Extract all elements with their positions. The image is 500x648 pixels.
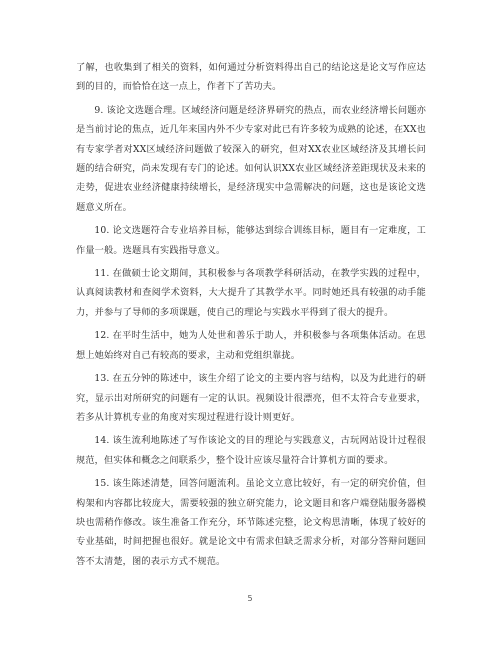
paragraph-9: 9. 该论文选题合理。区域经济问题是经济界研究的热点，而农业经济增长问题亦是当前讨论的焦点，近几年来国内外不少专家对此已有许多较为成熟的论述，在XX也有专家学者对XX区域经济问题做了较深入的研究，但对XX农业区域经济及其增长问题的结合研究，尚未发现有专门的论述。如何认识XX农业区域经济差距现状及未来的走势，促进农业经济健康持续增长，是经济现实中急需解决的问题，这也是该论文选题意义所在。 <box>76 104 426 213</box>
paragraph-15: 15. 该生陈述清楚，回答问题流利。虽论文立意比较好，有一定的研究价值，但构架和内容都比较庞大，需要较强的独立研究能力，论文题目和客户端登陆服务器模块也需稍作修改。该生准备工作充分，环节陈述完整，论文构思清晰，体现了较好的专业基础，时间把握也很好。就是论文中有需求但缺乏需求分析，对部分答辩问题回答不太清楚，图的表示方式不规范。 <box>76 478 426 567</box>
document-body <box>76 58 426 575</box>
paragraph-continuation: 了解，也收集到了相关的资料，如何通过分析资料得出自己的结论这是论文写作应达到的目的，而恰恰在这一点上，作者下了苦功夫。 <box>76 62 426 93</box>
paragraph-13: 13. 在五分钟的陈述中，该生介绍了论文的主要内容与结构，以及为此进行的研究，显示出对所研究的问题有一定的认识。视频设计很漂亮，但不太符合专业要求，若多从计算机专业的角度对实现过程进行设计则更好。 <box>76 373 426 423</box>
paragraph-12: 12. 在平时生活中，她为人处世和善乐于助人，并积极参与各项集体活动。在思想上她始终对自己有较高的要求，主动和党组织靠拢。 <box>76 330 426 361</box>
paragraph-14: 14. 该生流利地陈述了写作该论文的目的理论与实践意义，古玩网站设计过程很规范，但实体和概念之间联系少，整个设计应该尽量符合计算机方面的要求。 <box>76 435 426 466</box>
page-number: 5 <box>247 594 253 603</box>
paragraph-10: 10. 论文选题符合专业培养目标，能够达到综合训练目标，题目有一定难度，工作量一般。选题具有实践指导意义。 <box>76 225 426 256</box>
paragraph-11: 11. 在做硕士论文期间，其积极参与各项教学科研活动，在教学实践的过程中，认真阅读教材和查阅学术资料，大大提升了其教学水平。同时她还具有较强的动手能力，并参与了导师的多项课题，使自己的理论与实践水平得到了很大的提升。 <box>76 268 426 318</box>
